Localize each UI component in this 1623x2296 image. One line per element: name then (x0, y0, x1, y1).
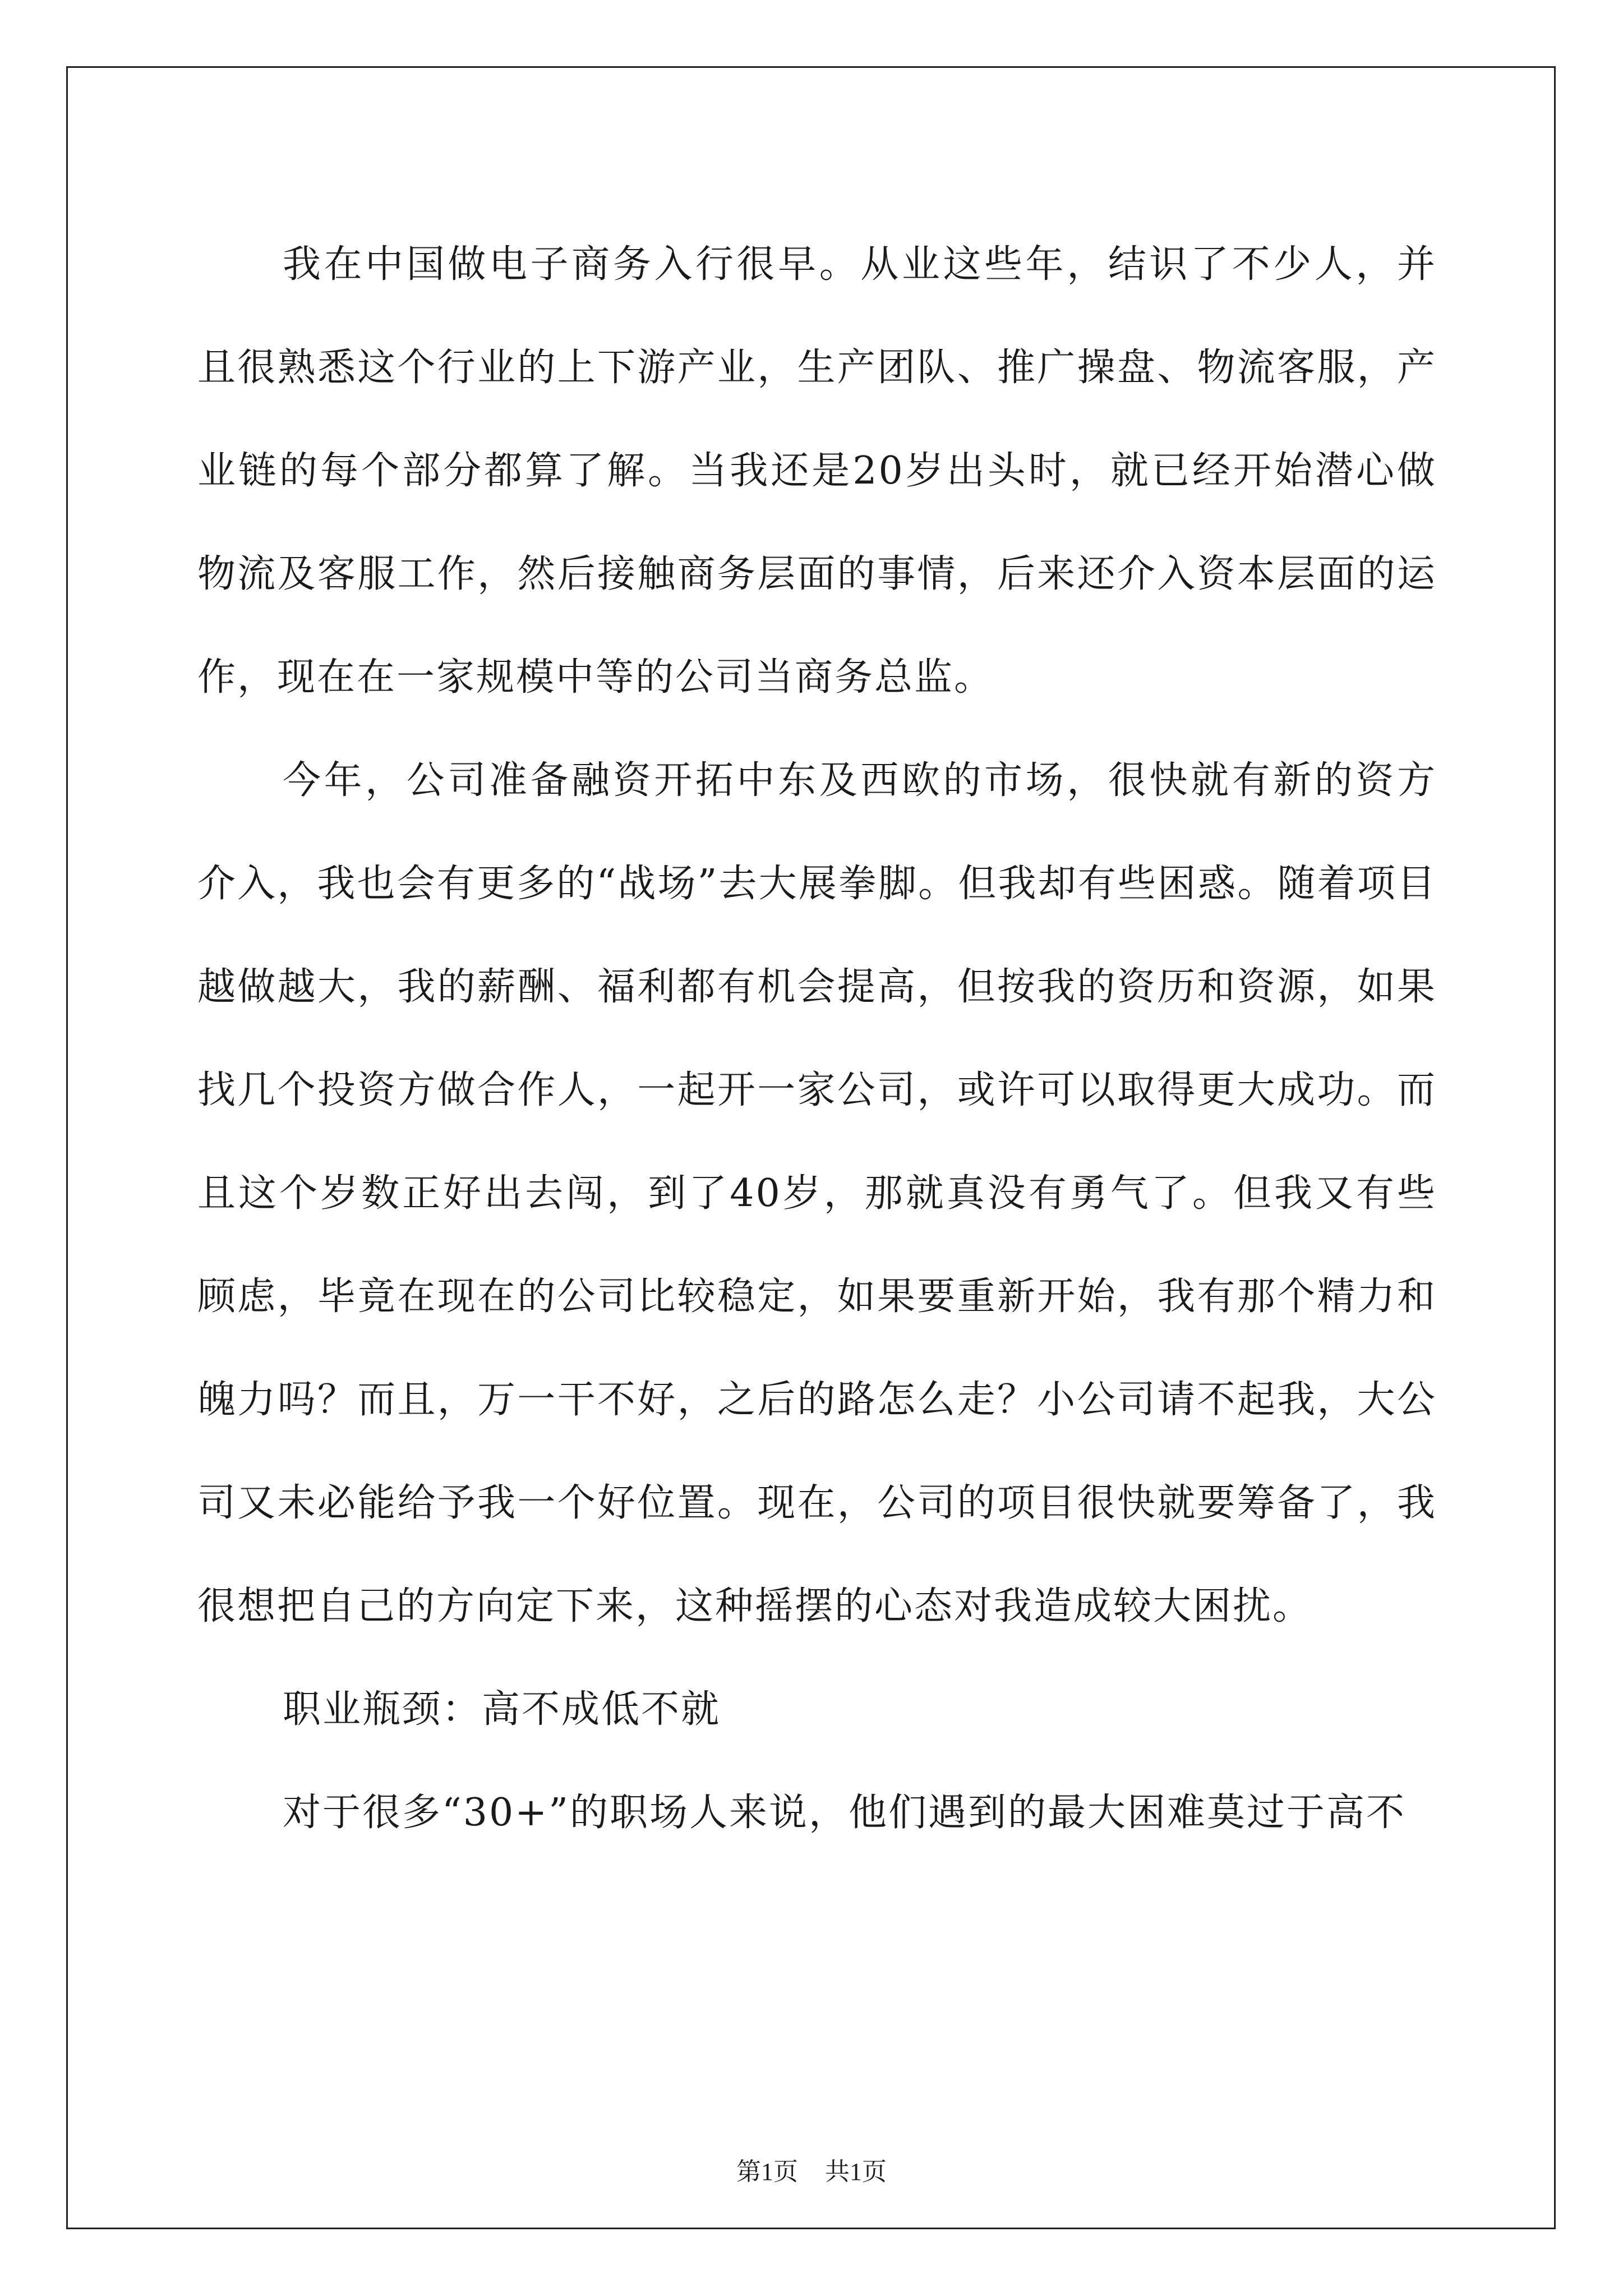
paragraph-2: 今年，公司准备融资开拓中东及西欧的市场，很快就有新的资方介入，我也会有更多的“战场”去大展拳脚。但我却有些困惑。随着项目越做越大，我的薪酬、福利都有机会提高，但按我的资历和资源，如果找几个投资方做合作人，一起开一家公司，或许可以取得更大成功。而且这个岁数正好出去闯，到了40岁，那就真没有勇气了。但我又有些顾虑，毕竟在现在的公司比较稳定，如果要重新开始，我有那个精力和魄力吗？而且，万一干不好，之后的路怎么走？小公司请不起我，大公司又未必能给予我一个好位置。现在，公司的项目很快就要筹备了，我很想把自己的方向定下来，这种摇摆的心态对我造成较大困扰。 (197, 758, 1437, 1628)
paragraph-3: 对于很多“30+”的职场人来说，他们遇到的最大困难莫过于高不 (283, 1791, 1407, 1835)
page-number-total: 共1页 (825, 2158, 887, 2185)
page-number-current: 第1页 (736, 2158, 798, 2185)
document-body (197, 213, 1437, 1865)
page-footer (0, 2151, 1623, 2187)
paragraph-1: 我在中国做电子商务入行很早。从业这些年，结识了不少人，并且很熟悉这个行业的上下游产业，生产团队、推广操盘、物流客服，产业链的每个部分都算了解。当我还是20岁出头时，就已经开始潜心做物流及客服工作，然后接触商务层面的事情，后来还介入资本层面的运作，现在在一家规模中等的公司当商务总监。 (197, 242, 1437, 700)
section-heading: 职业瓶颈：高不成低不就 (283, 1687, 721, 1732)
